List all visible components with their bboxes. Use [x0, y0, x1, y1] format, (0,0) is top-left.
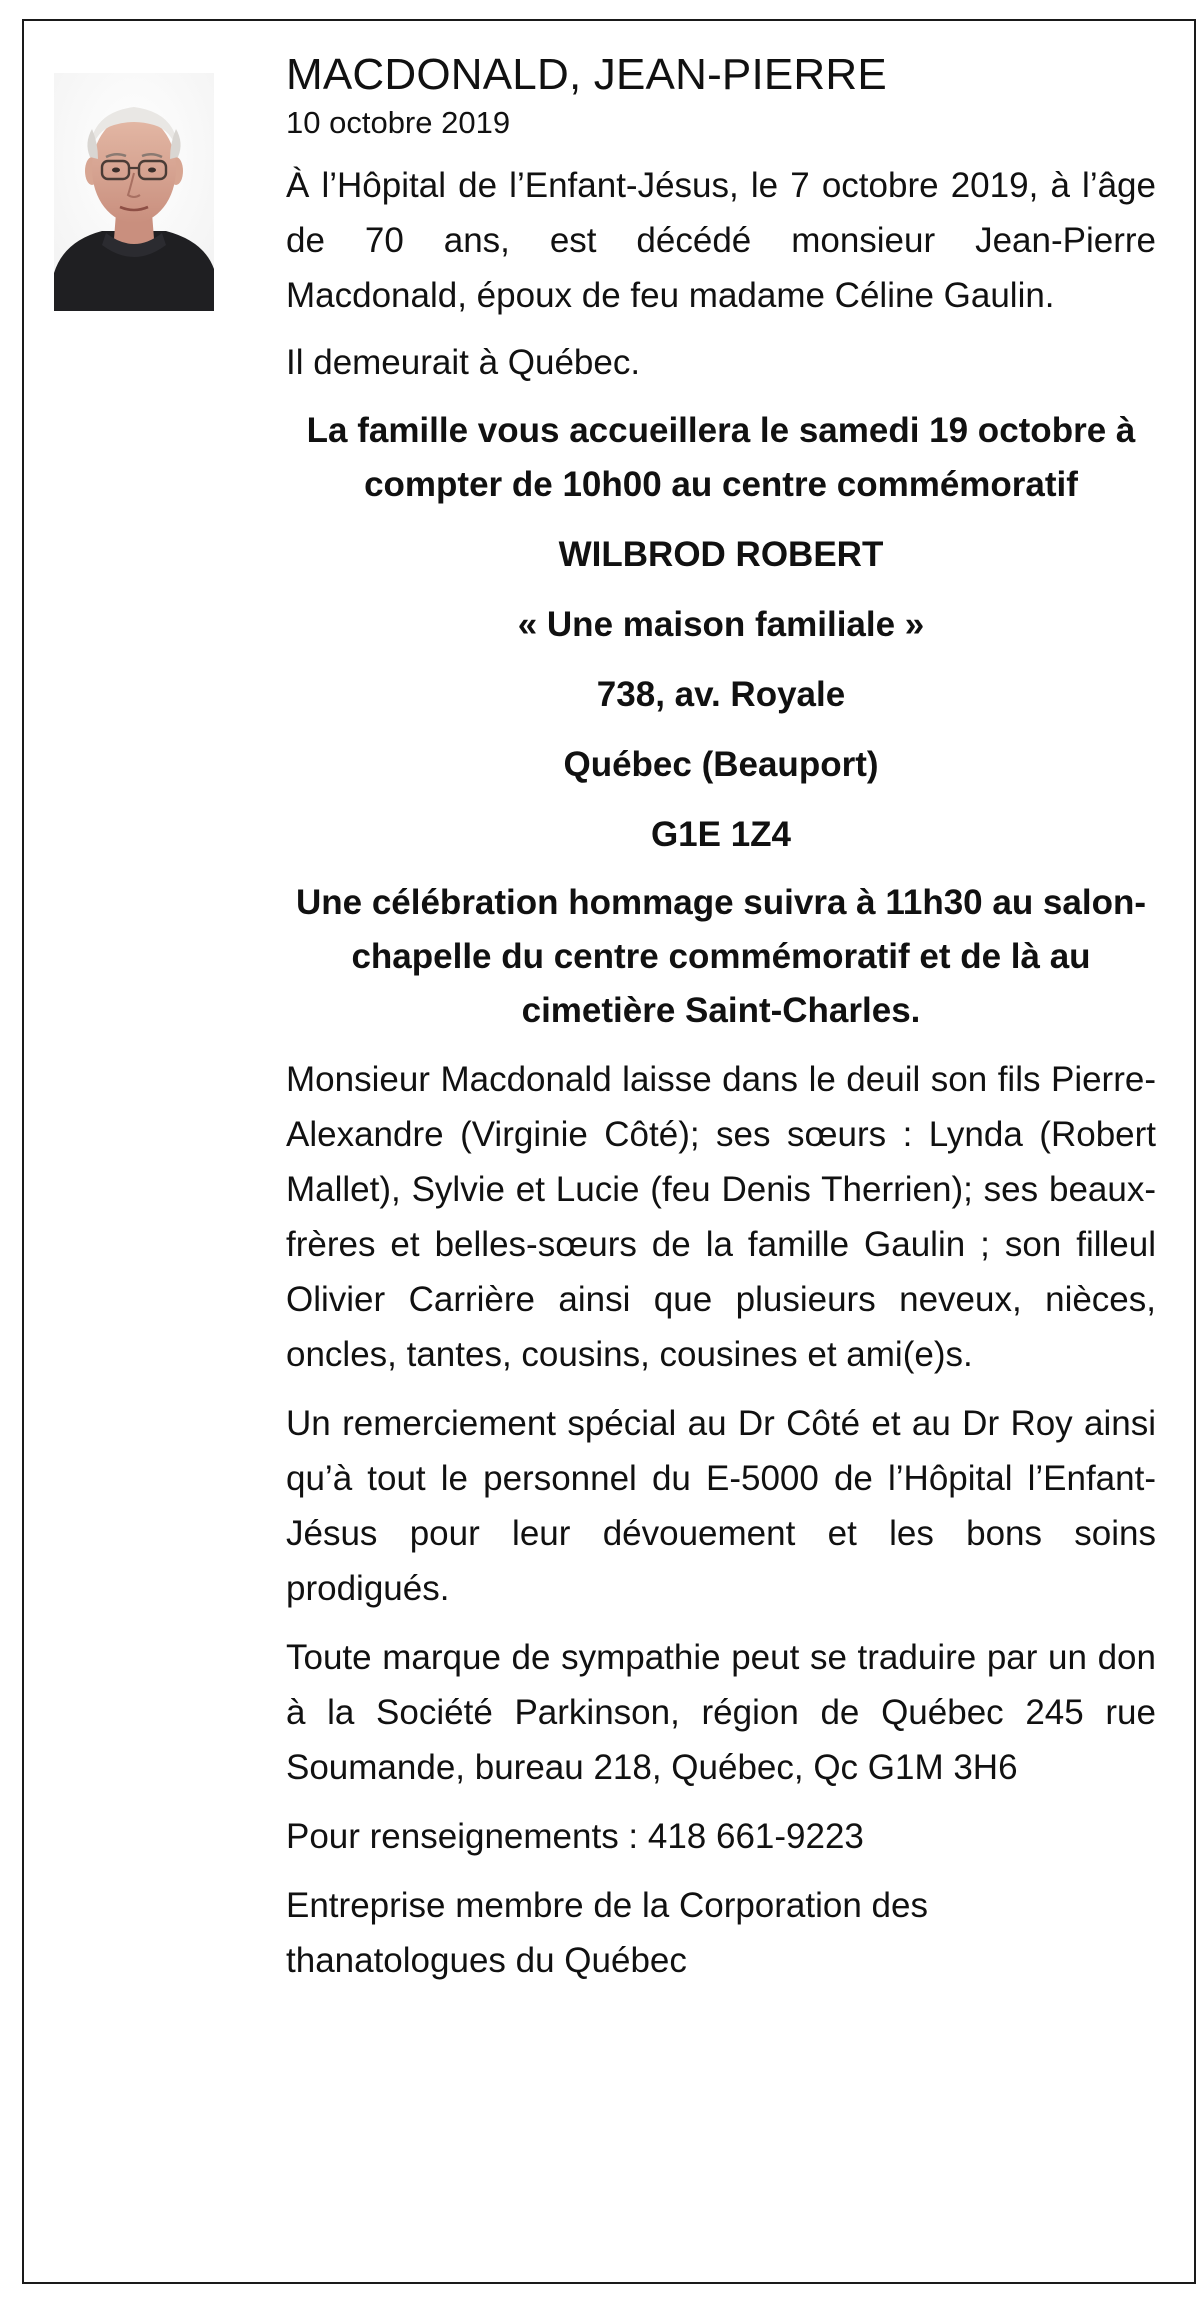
intro-paragraph: À l’Hôpital de l’Enfant-Jésus, le 7 octobre 2019, à l’âge de 70 ans, est décédé monsieur Jean-Pierre Macdonald, époux de feu madame Céline Gaulin. [286, 166, 1156, 315]
portrait-image [54, 73, 214, 311]
publication-date: 10 octobre 2019 [286, 105, 511, 140]
donation-paragraph: Toute marque de sympathie peut se traduire par un don à la Société Parkinson, région de Québec 245 rue Soumande, bureau 218, Québec, Qc G1M 3H6 [286, 1638, 1156, 1787]
deceased-name: MACDONALD, JEAN-PIERRE [286, 50, 887, 99]
address-postal-code: G1E 1Z4 [650, 815, 792, 854]
address-street: 738, av. Royale [596, 675, 846, 714]
obituary-content [286, 48, 1156, 1988]
portrait-photo [54, 73, 214, 311]
survivors-paragraph: Monsieur Macdonald laisse dans le deuil son fils Pierre-Alexandre (Virginie Côté); ses sœurs : Lynda (Robert Mallet), Sylvie et Lucie (feu Denis Therrien); ses beaux-frères et belles-sœurs de la famille Gaulin ; son filleul Olivier Carrière ainsi que plusieurs neveux, nièces, oncles, tantes, cousins, cousines et ami(e)s. [286, 1060, 1156, 1374]
address-city: Québec (Beauport) [563, 745, 879, 784]
celebration-notice: Une célébration hommage suivra à 11h30 au salon-chapelle du centre commémoratif et de là au cimetière Saint-Charles. [295, 883, 1147, 1030]
thanks-paragraph: Un remerciement spécial au Dr Côté et au Dr Roy ainsi qu’à tout le personnel du E-5000 de l’Hôpital l’Enfant-Jésus pour leur dévouement et les bons soins prodigués. [286, 1404, 1156, 1608]
funeral-home-slogan: « Une maison familiale » [517, 605, 925, 644]
residence-paragraph: Il demeurait à Québec. [286, 343, 641, 382]
funeral-home-name: WILBROD ROBERT [558, 535, 884, 574]
visitation-notice: La famille vous accueillera le samedi 19 octobre à compter de 10h00 au centre commémoratif [306, 411, 1136, 504]
membership-statement: Entreprise membre de la Corporation des thanatologues du Québec [286, 1886, 928, 1980]
contact-info: Pour renseignements : 418 661-9223 [286, 1817, 864, 1856]
